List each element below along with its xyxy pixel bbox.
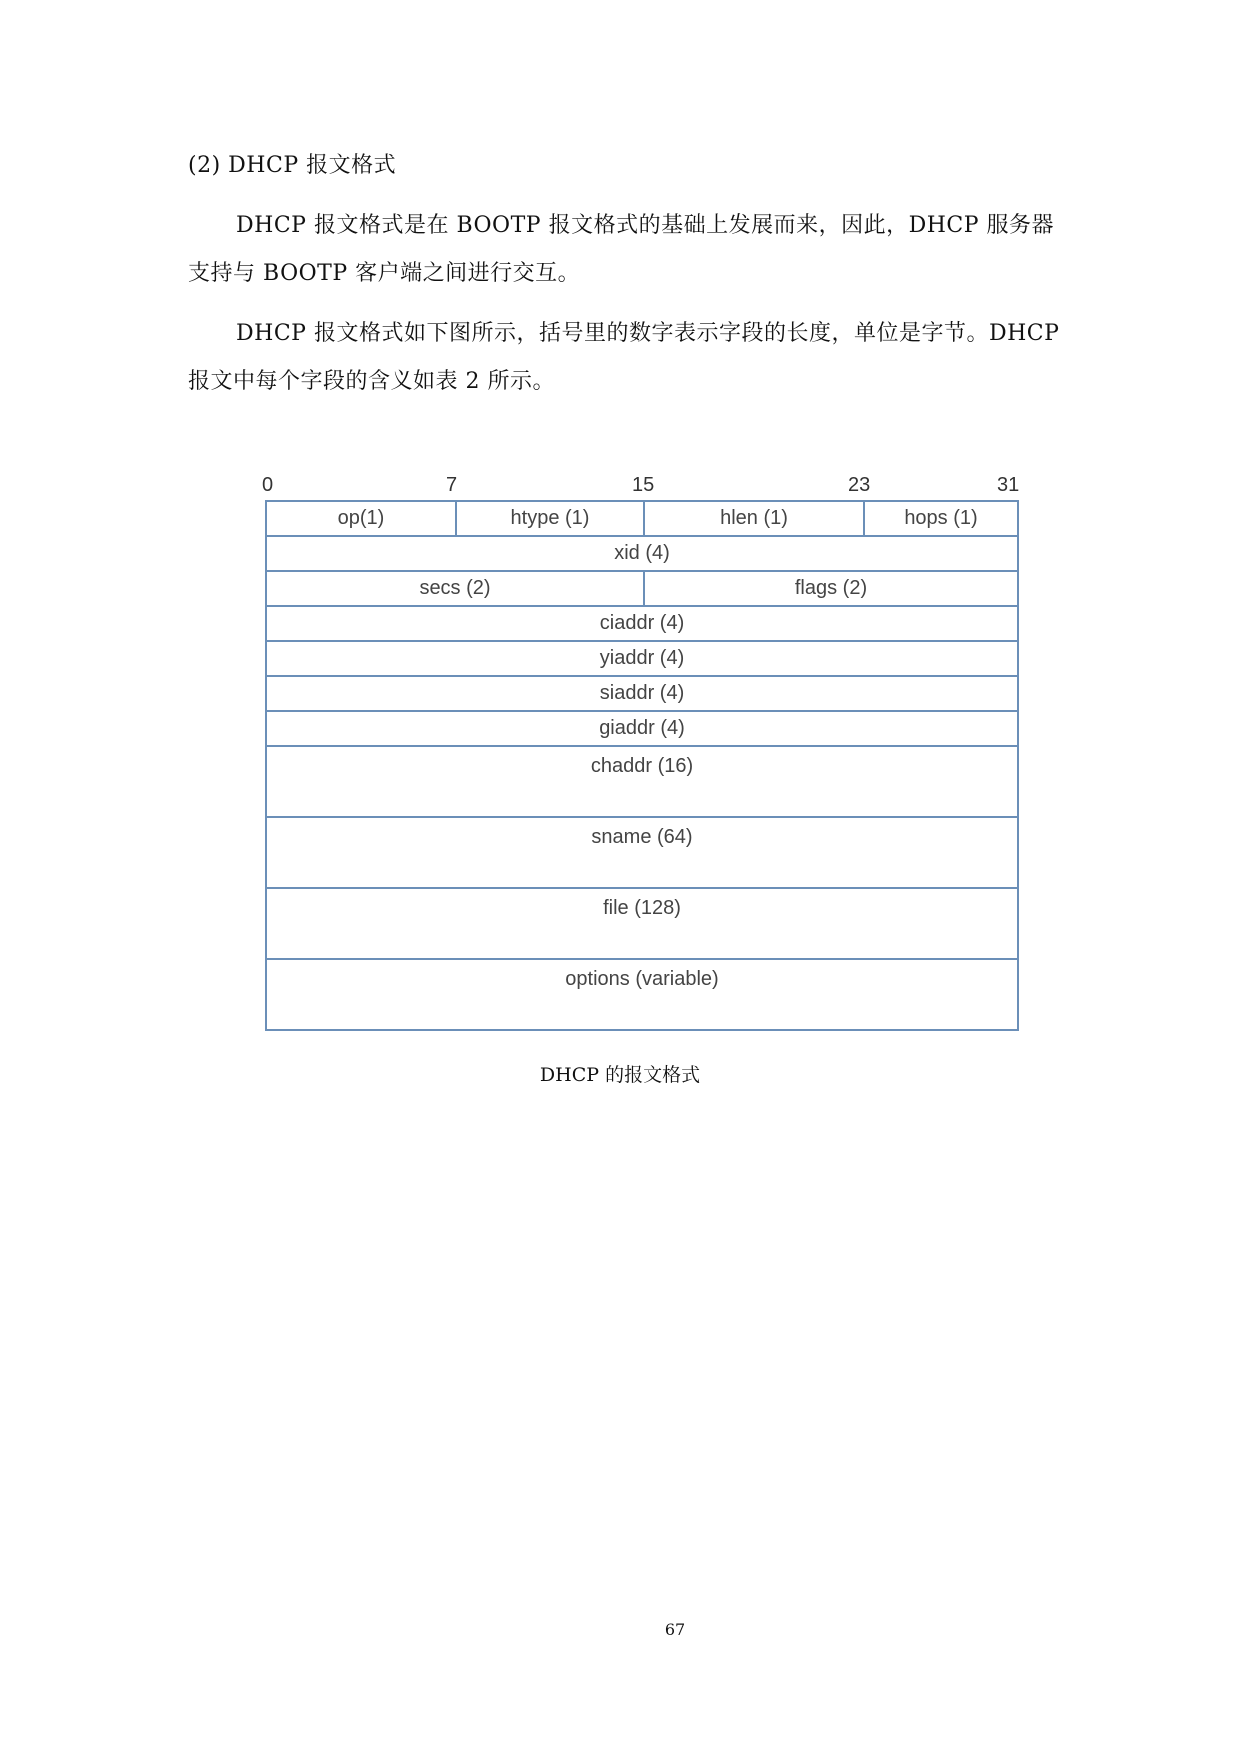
field-file: file (128) [603,897,681,919]
field-hlen: hlen (1) [645,502,865,535]
field-hops: hops (1) [904,507,978,529]
packet-row [267,960,1017,1031]
packet-row [267,818,1017,889]
packet-row [267,607,1017,642]
dhcp-packet-format-figure [240,470,1040,1031]
packet-table [265,500,1019,1031]
bit-ruler [240,470,1040,500]
packet-row [267,889,1017,960]
body-paragraph: DHCP 报文格式如下图所示，括号里的数字表示字段的长度，单位是字节。DHCP 报文中每个字段的含义如表 2 所示。 [188,321,1060,394]
field-secs: secs (2) [267,572,645,605]
packet-row [267,677,1017,712]
field-chaddr: chaddr (16) [590,755,694,777]
figure-caption: DHCP 的报文格式 [539,1064,701,1086]
bit-label: 23 [848,474,871,496]
field-op: op(1) [267,502,457,535]
field-yiaddr: yiaddr (4) [599,647,685,669]
field-htype: htype (1) [457,502,645,535]
bit-label: 31 [997,474,1020,496]
packet-row [267,502,1017,537]
bit-label: 0 [262,474,274,496]
bit-label: 15 [632,474,655,496]
packet-row [267,712,1017,747]
bit-label: 7 [446,474,458,496]
field-options: options (variable) [565,968,719,990]
field-siaddr: siaddr (4) [599,682,685,704]
field-flags: flags (2) [794,577,868,599]
field-sname: sname (64) [591,826,693,848]
packet-row [267,572,1017,607]
body-paragraph: DHCP 报文格式是在 BOOTP 报文格式的基础上发展而来，因此，DHCP 服务器支持与 BOOTP 客户端之间进行交互。 [188,213,1055,286]
packet-row [267,537,1017,572]
packet-row [267,642,1017,677]
field-giaddr: giaddr (4) [599,717,685,739]
packet-row [267,747,1017,818]
field-ciaddr: ciaddr (4) [599,612,685,634]
field-xid: xid (4) [614,542,670,564]
page-number: 67 [664,1620,686,1639]
section-heading: (2) DHCP 报文格式 [188,153,397,178]
